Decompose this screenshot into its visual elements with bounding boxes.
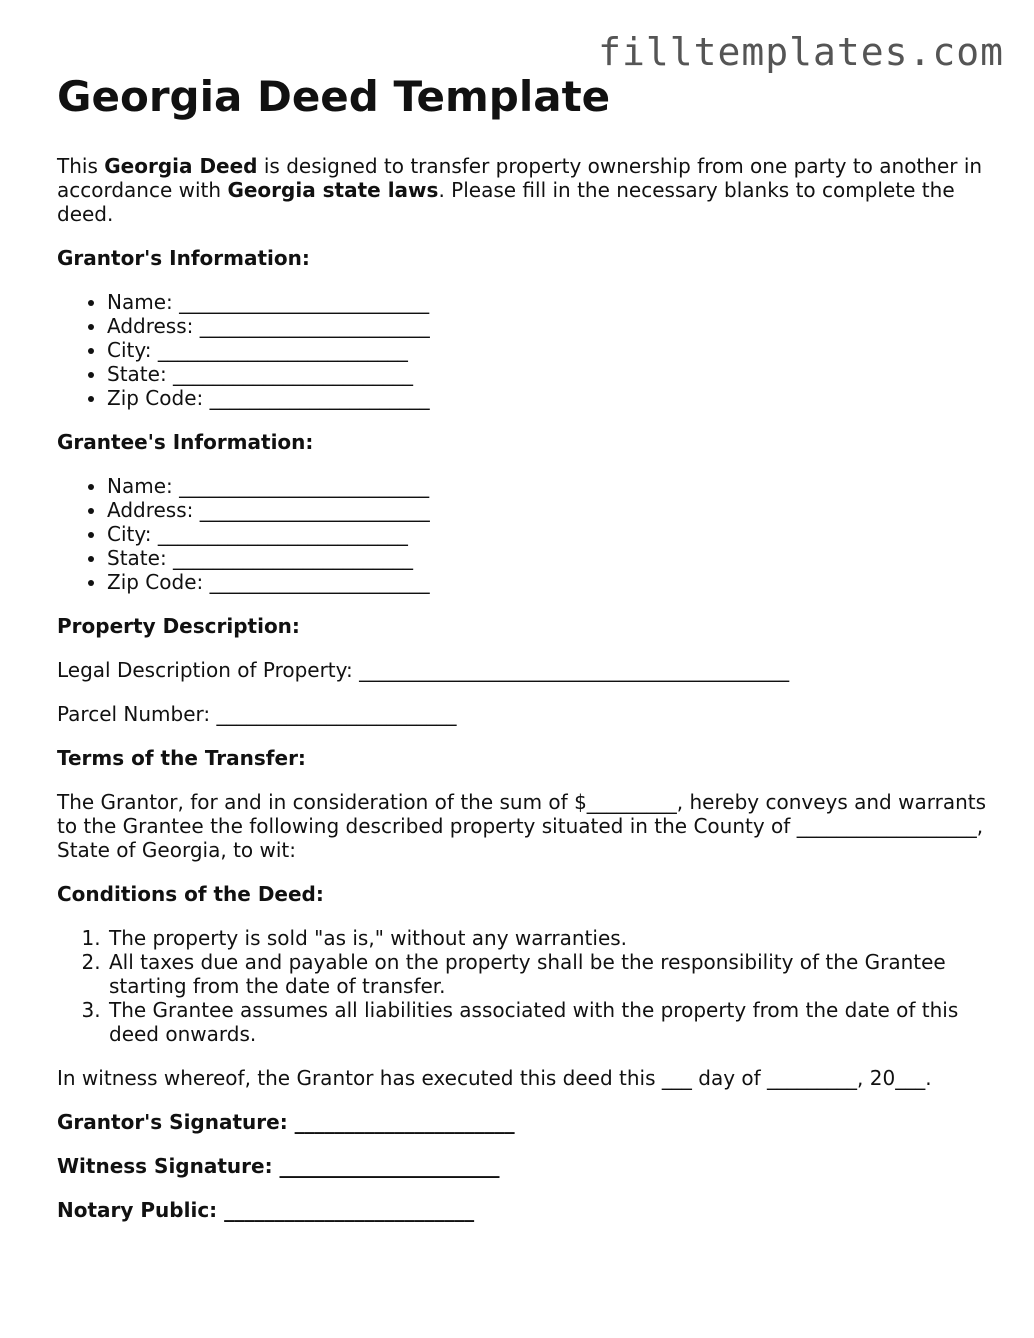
- grantor-heading: Grantor's Information:: [57, 246, 310, 270]
- witness-paragraph[interactable]: In witness whereof, the Grantor has executed this deed this ___ day of _________, 20___.: [57, 1066, 932, 1090]
- terms-heading: Terms of the Transfer:: [57, 746, 306, 770]
- grantee-city-field[interactable]: • City: _________________________: [107, 522, 987, 546]
- intro-text-1: This: [57, 154, 105, 178]
- grantee-zip-field[interactable]: • Zip Code: ______________________: [107, 570, 987, 594]
- condition-item: 2. All taxes due and payable on the property shall be the responsibility of the Grantee starting from the date of transfer.: [107, 950, 987, 998]
- grantor-address-field[interactable]: • Address: _______________________: [107, 314, 987, 338]
- condition-item: 1. The property is sold "as is," without any warranties.: [107, 926, 987, 950]
- legal-description-field[interactable]: Legal Description of Property: ___________________________________________: [57, 658, 790, 682]
- grantee-state-field[interactable]: • State: ________________________: [107, 546, 987, 570]
- grantor-state-field[interactable]: • State: ________________________: [107, 362, 987, 386]
- intro-text-2: is designed to transfer property ownership from one party to another in accordance with: [57, 154, 983, 202]
- intro-bold-2: Georgia state laws: [227, 178, 439, 202]
- property-heading: Property Description:: [57, 614, 300, 638]
- grantor-city-field[interactable]: • City: _________________________: [107, 338, 987, 362]
- conditions-heading: Conditions of the Deed:: [57, 882, 324, 906]
- grantor-name-field[interactable]: • Name: _________________________: [107, 290, 987, 314]
- grantee-name-field[interactable]: • Name: _________________________: [107, 474, 987, 498]
- intro-paragraph: [57, 154, 987, 226]
- watermark: filltemplates.com: [598, 30, 1004, 74]
- intro-bold-1: Georgia Deed: [104, 154, 258, 178]
- condition-item: 3. The Grantee assumes all liabilities associated with the property from the date of this deed onwards.: [107, 998, 987, 1046]
- grantee-address-field[interactable]: • Address: _______________________: [107, 498, 987, 522]
- conditions-list: [57, 926, 987, 1046]
- intro-text-3: . Please fill in the necessary blanks to complete the deed.: [57, 178, 955, 226]
- terms-paragraph[interactable]: The Grantor, for and in consideration of the sum of $_________, hereby conveys and warrants to the Grantee the following described property situated in the County of __________________, State of Georgia, to wit:: [57, 790, 987, 862]
- witness-signature-field[interactable]: Witness Signature: ______________________: [57, 1154, 500, 1178]
- grantor-fields: [57, 290, 987, 410]
- grantor-zip-field[interactable]: • Zip Code: ______________________: [107, 386, 987, 410]
- page-title: Georgia Deed Template: [57, 72, 611, 121]
- notary-public-field[interactable]: Notary Public: _________________________: [57, 1198, 475, 1222]
- parcel-number-field[interactable]: Parcel Number: ________________________: [57, 702, 457, 726]
- grantee-fields: [57, 474, 987, 594]
- deed-document: [57, 70, 987, 1242]
- grantor-signature-field[interactable]: Grantor's Signature: ______________________: [57, 1110, 515, 1134]
- grantee-heading: Grantee's Information:: [57, 430, 314, 454]
